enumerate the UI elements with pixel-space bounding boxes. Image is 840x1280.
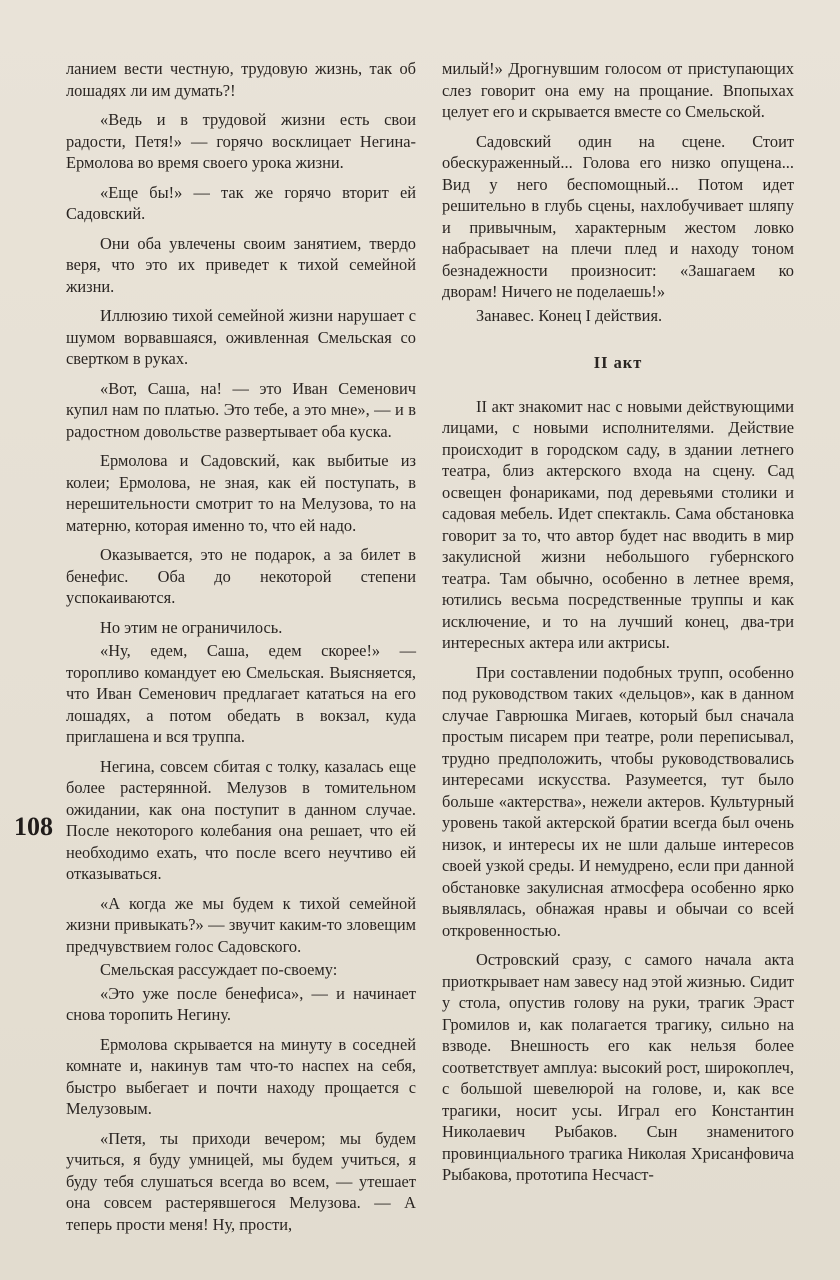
paragraph: Иллюзию тихой семейной жизни нарушает с шумом ворвавшаяся, оживленная Смельская со свертком в руках. [66, 306, 416, 368]
left-column [66, 58, 416, 1243]
paragraph: «Вот, Саша, на! — это Иван Семенович купил нам по платью. Это тебе, а это мне», — и в радостном довольстве развертывает оба куска. [66, 378, 416, 441]
page-number: 108 [14, 812, 53, 841]
paragraph: ланием вести честную, трудовую жизнь, так об лошадях ли им думать?! [66, 59, 416, 100]
paragraph: II акт знакомит нас с новыми действующими лицами, с новыми исполнителями. Действие происходит в городском саду, в здании летнего театра, близ актерского входа на сцену. Сад освещен фонариками, под деревьями столики и садовая мебель. Идет спектакль. Сама обстановка говорит за то, что автор будет нас вводить в мир закулисной жизни небольшого губернского театра. Там обычно, особенно в летнее время, ютились весьма посредственные труппы и как исключение, и то на лучший конец, два-три интересных актера или актрисы. [442, 396, 794, 652]
act-heading: II акт [593, 353, 643, 372]
paragraph: Островский сразу, с самого начала акта приоткрывает нам завесу над этой жизнью. Сидит у стола, опустив голову на руки, трагик Эраст Громилов и, как полагается трагику, сильно на взводе. Внешность его как нельзя более соответствует амплуа: высокий рост, широкоплеч, с большой шевелюрой на голове, и, как все трагики, носит усы. Играл его Константин Николаевич Рыбаков. Сын знаменитого провинциального трагика Николая Хрисанфовича Рыбакова, прототипа Несчаст- [442, 950, 794, 1184]
paragraph: Смельская рассуждает по-своему: [100, 960, 338, 979]
paragraph: милый!» Дрогнувшим голосом от приступающих слез говорит она ему на прощание. Впопыхах целует его и скрывается вместе со Смельской. [442, 59, 794, 121]
paragraph: «Это уже после бенефиса», — и начинает снова торопить Негину. [66, 983, 416, 1024]
paragraph: Занавес. Конец I действия. [476, 305, 663, 325]
paragraph: Они оба увлечены своим занятием, твердо веря, что это их приведет к тихой семейной жизни. [66, 233, 416, 296]
paragraph: Негина, совсем сбитая с толку, казалась еще более растерянной. Мелузов в томительном ожидании, как она поступит в данном случае. После некоторого колебания она решает, что ей необходимо ехать, что после всего неучтиво ей отказываться. [66, 756, 416, 883]
paragraph: Садовский один на сцене. Стоит обескураженный... Голова его низко опущена... Вид у него беспомощный... Потом идет решительно в глубь сцены, нахлобучивает шляпу и привычным, характерным жестом ловко набрасывает на плечи плед и находу тоном безнадежности произносит: «Зашагаем ко дворам! Ничего не поделаешь!» [442, 131, 794, 301]
right-column [442, 58, 794, 1194]
paragraph: Ермолова скрывается на минуту в соседней комнате и, накинув там что-то наспех на себя, быстро выбегает и почти находу прощается с Мелузовым. [66, 1034, 416, 1118]
paragraph: Ермолова и Садовский, как выбитые из колеи; Ермолова, не зная, как ей поступать, в нерешительности смотрит то на Мелузова, то на матерню, которая именно то, что ей надо. [66, 451, 416, 535]
paragraph: «Ну, едем, Саша, едем скорее!» — торопливо командует ею Смельская. Выясняется, что Иван Семенович предлагает кататься на его лошадях, а потом обедать в вокзал, куда приглашена и вся труппа. [66, 641, 416, 746]
paragraph: При составлении подобных трупп, особенно под руководством таких «дельцов», как в данном случае Гаврюшка Мигаев, который был сначала простым писарем при театре, роли переписывал, трудно предположить, чтобы руководствовались интересами искусства. Разумеется, тут было больше «актерства», нежели актеров. Культурный уровень такой актерской братии всегда был очень низок, и интересы их не шли дальше интересов своей узкой среды. И немудрено, если при данной обстановке закулисная атмосфера особенно ярко выявлялась, обнажая нравы и обычаи со всей откровенностью. [442, 662, 794, 940]
paragraph: «А когда же мы будем к тихой семейной жизни привыкать?» — звучит каким-то зловещим предчувствием голос Садовского. [66, 893, 416, 956]
paragraph: Оказывается, это не подарок, а за билет в бенефис. Оба до некоторой степени успокаиваются. [66, 545, 416, 607]
paragraph: Но этим не ограничилось. [100, 617, 283, 637]
paragraph: «Еще бы!» — так же горячо вторит ей Садовский. [66, 182, 416, 223]
paragraph: «Петя, ты приходи вечером; мы будем учиться, я буду умницей, мы будем учиться, я буду тебя слушаться всегда во всем, — утешает она совсем растерявшегося Мелузова. — А теперь прости меня! Ну, прости, [66, 1128, 416, 1234]
paragraph: «Ведь и в трудовой жизни есть свои радости, Петя!» — горячо восклицает Негина-Ермолова во время своего урока жизни. [66, 110, 416, 172]
